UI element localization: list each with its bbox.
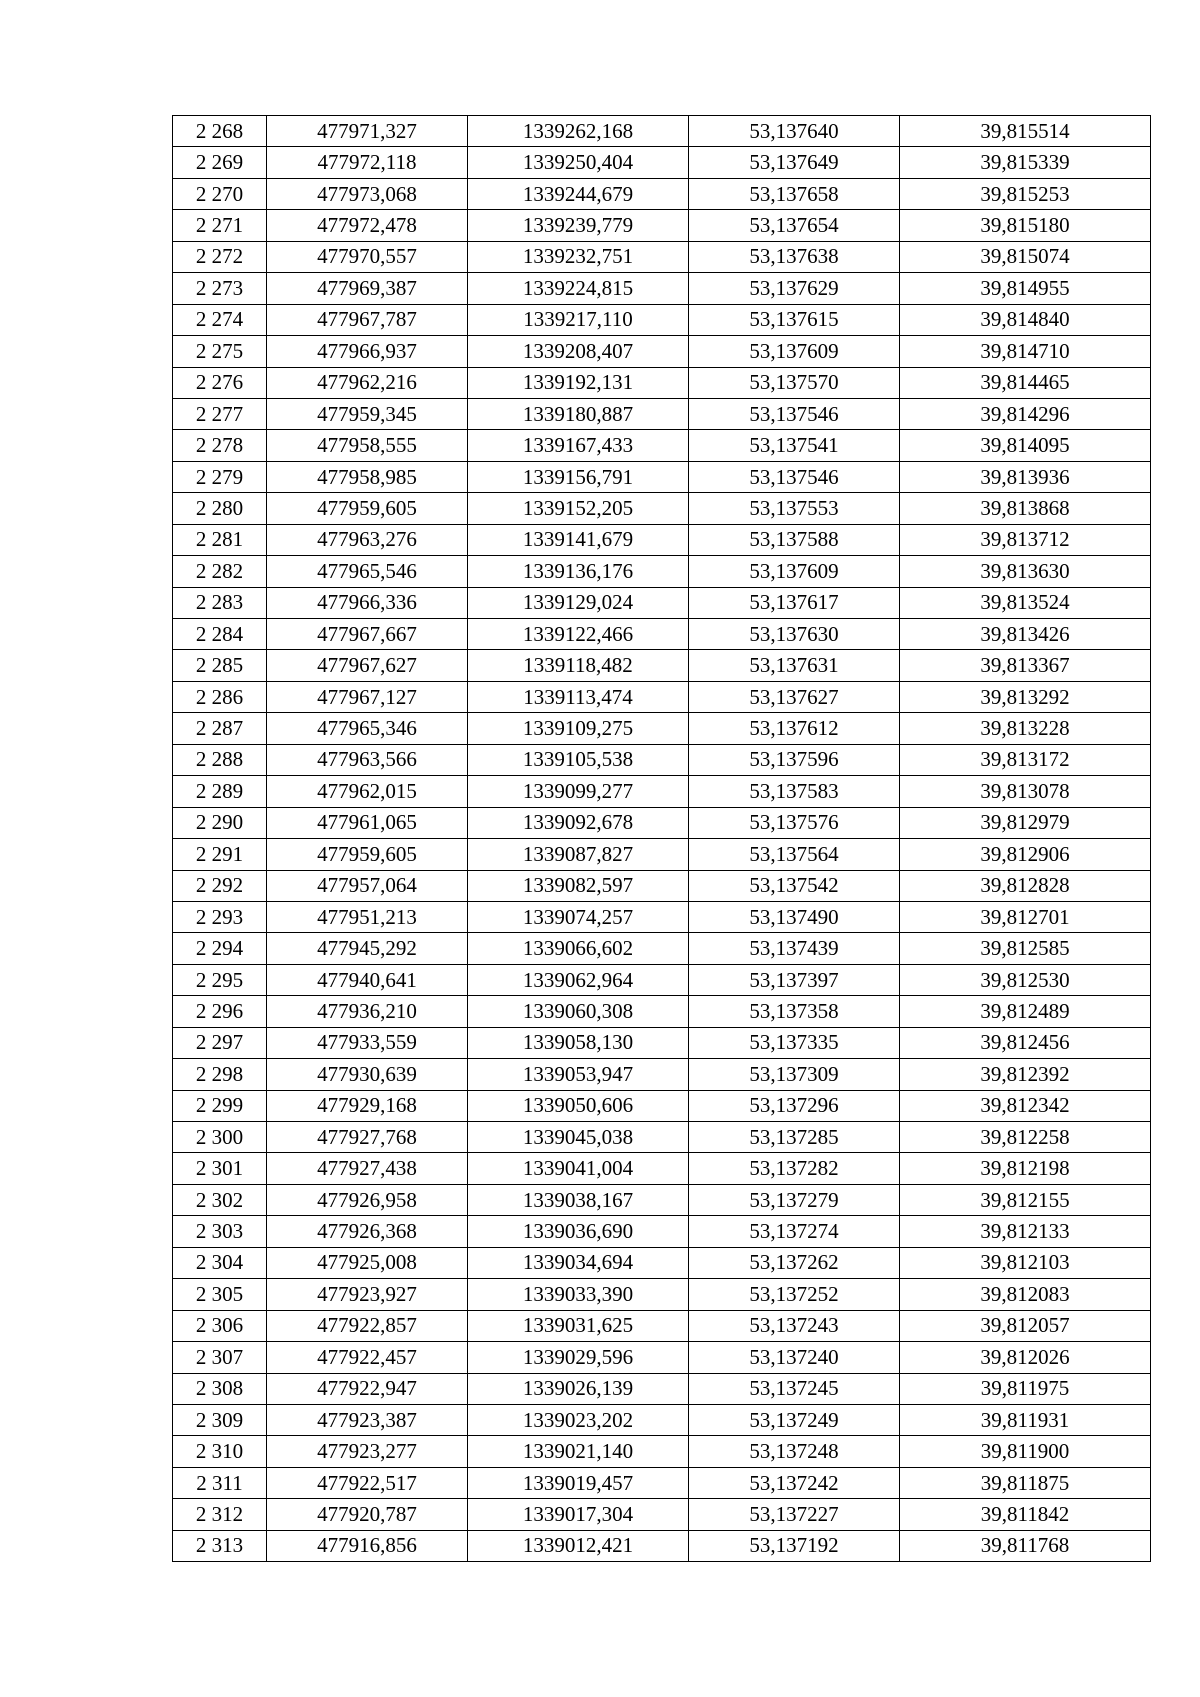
y-coordinate-cell: 1339019,457 xyxy=(468,1467,689,1498)
y-coordinate-cell: 1339180,887 xyxy=(468,398,689,429)
longitude-cell: 39,811975 xyxy=(900,1373,1151,1404)
latitude-cell: 53,137546 xyxy=(689,398,900,429)
latitude-cell: 53,137397 xyxy=(689,964,900,995)
x-coordinate-cell: 477963,566 xyxy=(267,744,468,775)
latitude-cell: 53,137553 xyxy=(689,493,900,524)
x-coordinate-cell: 477958,555 xyxy=(267,430,468,461)
y-coordinate-cell: 1339092,678 xyxy=(468,807,689,838)
x-coordinate-cell: 477967,667 xyxy=(267,619,468,650)
point-number-cell: 2 307 xyxy=(173,1342,267,1373)
table-row xyxy=(173,1530,1151,1561)
x-coordinate-cell: 477966,937 xyxy=(267,336,468,367)
x-coordinate-cell: 477916,856 xyxy=(267,1530,468,1561)
y-coordinate-cell: 1339033,390 xyxy=(468,1279,689,1310)
table-row xyxy=(173,336,1151,367)
y-coordinate-cell: 1339045,038 xyxy=(468,1122,689,1153)
y-coordinate-cell: 1339036,690 xyxy=(468,1216,689,1247)
y-coordinate-cell: 1339208,407 xyxy=(468,336,689,367)
longitude-cell: 39,811768 xyxy=(900,1530,1151,1561)
longitude-cell: 39,815074 xyxy=(900,241,1151,272)
x-coordinate-cell: 477951,213 xyxy=(267,901,468,932)
point-number-cell: 2 278 xyxy=(173,430,267,461)
longitude-cell: 39,812057 xyxy=(900,1310,1151,1341)
point-number-cell: 2 302 xyxy=(173,1184,267,1215)
y-coordinate-cell: 1339224,815 xyxy=(468,273,689,304)
latitude-cell: 53,137285 xyxy=(689,1122,900,1153)
x-coordinate-cell: 477926,368 xyxy=(267,1216,468,1247)
x-coordinate-cell: 477967,127 xyxy=(267,681,468,712)
point-number-cell: 2 289 xyxy=(173,776,267,807)
x-coordinate-cell: 477961,065 xyxy=(267,807,468,838)
longitude-cell: 39,813078 xyxy=(900,776,1151,807)
point-number-cell: 2 305 xyxy=(173,1279,267,1310)
table-row xyxy=(173,430,1151,461)
latitude-cell: 53,137629 xyxy=(689,273,900,304)
x-coordinate-cell: 477959,605 xyxy=(267,493,468,524)
x-coordinate-cell: 477925,008 xyxy=(267,1247,468,1278)
y-coordinate-cell: 1339156,791 xyxy=(468,461,689,492)
x-coordinate-cell: 477929,168 xyxy=(267,1090,468,1121)
point-number-cell: 2 285 xyxy=(173,650,267,681)
table-row xyxy=(173,1090,1151,1121)
longitude-cell: 39,813936 xyxy=(900,461,1151,492)
coordinates-table xyxy=(172,115,1151,1562)
point-number-cell: 2 292 xyxy=(173,870,267,901)
y-coordinate-cell: 1339021,140 xyxy=(468,1436,689,1467)
x-coordinate-cell: 477966,336 xyxy=(267,587,468,618)
longitude-cell: 39,814710 xyxy=(900,336,1151,367)
y-coordinate-cell: 1339082,597 xyxy=(468,870,689,901)
y-coordinate-cell: 1339118,482 xyxy=(468,650,689,681)
table-row xyxy=(173,1216,1151,1247)
point-number-cell: 2 294 xyxy=(173,933,267,964)
longitude-cell: 39,813426 xyxy=(900,619,1151,650)
table-row xyxy=(173,210,1151,241)
latitude-cell: 53,137609 xyxy=(689,336,900,367)
y-coordinate-cell: 1339217,110 xyxy=(468,304,689,335)
x-coordinate-cell: 477972,118 xyxy=(267,147,468,178)
table-row xyxy=(173,1404,1151,1435)
latitude-cell: 53,137627 xyxy=(689,681,900,712)
table-row xyxy=(173,1027,1151,1058)
latitude-cell: 53,137245 xyxy=(689,1373,900,1404)
latitude-cell: 53,137335 xyxy=(689,1027,900,1058)
latitude-cell: 53,137243 xyxy=(689,1310,900,1341)
point-number-cell: 2 293 xyxy=(173,901,267,932)
x-coordinate-cell: 477965,546 xyxy=(267,556,468,587)
latitude-cell: 53,137490 xyxy=(689,901,900,932)
point-number-cell: 2 280 xyxy=(173,493,267,524)
y-coordinate-cell: 1339066,602 xyxy=(468,933,689,964)
y-coordinate-cell: 1339262,168 xyxy=(468,116,689,147)
table-row xyxy=(173,273,1151,304)
table-row xyxy=(173,524,1151,555)
y-coordinate-cell: 1339060,308 xyxy=(468,996,689,1027)
latitude-cell: 53,137282 xyxy=(689,1153,900,1184)
x-coordinate-cell: 477940,641 xyxy=(267,964,468,995)
longitude-cell: 39,812585 xyxy=(900,933,1151,964)
y-coordinate-cell: 1339239,779 xyxy=(468,210,689,241)
x-coordinate-cell: 477959,345 xyxy=(267,398,468,429)
table-row xyxy=(173,713,1151,744)
table-row xyxy=(173,493,1151,524)
y-coordinate-cell: 1339023,202 xyxy=(468,1404,689,1435)
longitude-cell: 39,814095 xyxy=(900,430,1151,461)
table-row xyxy=(173,807,1151,838)
y-coordinate-cell: 1339105,538 xyxy=(468,744,689,775)
latitude-cell: 53,137192 xyxy=(689,1530,900,1561)
x-coordinate-cell: 477923,927 xyxy=(267,1279,468,1310)
point-number-cell: 2 290 xyxy=(173,807,267,838)
latitude-cell: 53,137541 xyxy=(689,430,900,461)
x-coordinate-cell: 477936,210 xyxy=(267,996,468,1027)
longitude-cell: 39,811842 xyxy=(900,1499,1151,1530)
x-coordinate-cell: 477970,557 xyxy=(267,241,468,272)
longitude-cell: 39,813228 xyxy=(900,713,1151,744)
table-row xyxy=(173,1373,1151,1404)
table-row xyxy=(173,178,1151,209)
longitude-cell: 39,813367 xyxy=(900,650,1151,681)
point-number-cell: 2 286 xyxy=(173,681,267,712)
longitude-cell: 39,815514 xyxy=(900,116,1151,147)
table-row xyxy=(173,398,1151,429)
point-number-cell: 2 279 xyxy=(173,461,267,492)
x-coordinate-cell: 477967,627 xyxy=(267,650,468,681)
table-row xyxy=(173,619,1151,650)
latitude-cell: 53,137439 xyxy=(689,933,900,964)
longitude-cell: 39,814465 xyxy=(900,367,1151,398)
point-number-cell: 2 295 xyxy=(173,964,267,995)
table-row xyxy=(173,1184,1151,1215)
latitude-cell: 53,137262 xyxy=(689,1247,900,1278)
x-coordinate-cell: 477965,346 xyxy=(267,713,468,744)
longitude-cell: 39,812456 xyxy=(900,1027,1151,1058)
point-number-cell: 2 275 xyxy=(173,336,267,367)
table-row xyxy=(173,241,1151,272)
latitude-cell: 53,137309 xyxy=(689,1059,900,1090)
longitude-cell: 39,812530 xyxy=(900,964,1151,995)
point-number-cell: 2 282 xyxy=(173,556,267,587)
y-coordinate-cell: 1339058,130 xyxy=(468,1027,689,1058)
latitude-cell: 53,137612 xyxy=(689,713,900,744)
table-row xyxy=(173,1247,1151,1278)
y-coordinate-cell: 1339129,024 xyxy=(468,587,689,618)
x-coordinate-cell: 477920,787 xyxy=(267,1499,468,1530)
longitude-cell: 39,815339 xyxy=(900,147,1151,178)
point-number-cell: 2 270 xyxy=(173,178,267,209)
x-coordinate-cell: 477967,787 xyxy=(267,304,468,335)
table-row xyxy=(173,1153,1151,1184)
latitude-cell: 53,137227 xyxy=(689,1499,900,1530)
point-number-cell: 2 308 xyxy=(173,1373,267,1404)
x-coordinate-cell: 477972,478 xyxy=(267,210,468,241)
table-row xyxy=(173,1059,1151,1090)
longitude-cell: 39,812083 xyxy=(900,1279,1151,1310)
longitude-cell: 39,814840 xyxy=(900,304,1151,335)
point-number-cell: 2 313 xyxy=(173,1530,267,1561)
point-number-cell: 2 288 xyxy=(173,744,267,775)
table-row xyxy=(173,776,1151,807)
point-number-cell: 2 311 xyxy=(173,1467,267,1498)
longitude-cell: 39,813630 xyxy=(900,556,1151,587)
x-coordinate-cell: 477958,985 xyxy=(267,461,468,492)
table-row xyxy=(173,650,1151,681)
y-coordinate-cell: 1339192,131 xyxy=(468,367,689,398)
point-number-cell: 2 296 xyxy=(173,996,267,1027)
y-coordinate-cell: 1339152,205 xyxy=(468,493,689,524)
table-row xyxy=(173,681,1151,712)
point-number-cell: 2 300 xyxy=(173,1122,267,1153)
latitude-cell: 53,137658 xyxy=(689,178,900,209)
latitude-cell: 53,137649 xyxy=(689,147,900,178)
longitude-cell: 39,812906 xyxy=(900,839,1151,870)
latitude-cell: 53,137279 xyxy=(689,1184,900,1215)
longitude-cell: 39,812392 xyxy=(900,1059,1151,1090)
latitude-cell: 53,137596 xyxy=(689,744,900,775)
longitude-cell: 39,812979 xyxy=(900,807,1151,838)
latitude-cell: 53,137617 xyxy=(689,587,900,618)
longitude-cell: 39,811875 xyxy=(900,1467,1151,1498)
point-number-cell: 2 268 xyxy=(173,116,267,147)
point-number-cell: 2 276 xyxy=(173,367,267,398)
x-coordinate-cell: 477962,216 xyxy=(267,367,468,398)
y-coordinate-cell: 1339031,625 xyxy=(468,1310,689,1341)
point-number-cell: 2 299 xyxy=(173,1090,267,1121)
x-coordinate-cell: 477959,605 xyxy=(267,839,468,870)
point-number-cell: 2 310 xyxy=(173,1436,267,1467)
longitude-cell: 39,814955 xyxy=(900,273,1151,304)
latitude-cell: 53,137542 xyxy=(689,870,900,901)
latitude-cell: 53,137630 xyxy=(689,619,900,650)
x-coordinate-cell: 477922,947 xyxy=(267,1373,468,1404)
x-coordinate-cell: 477962,015 xyxy=(267,776,468,807)
point-number-cell: 2 309 xyxy=(173,1404,267,1435)
x-coordinate-cell: 477926,958 xyxy=(267,1184,468,1215)
y-coordinate-cell: 1339122,466 xyxy=(468,619,689,650)
y-coordinate-cell: 1339017,304 xyxy=(468,1499,689,1530)
longitude-cell: 39,815180 xyxy=(900,210,1151,241)
y-coordinate-cell: 1339034,694 xyxy=(468,1247,689,1278)
table-row xyxy=(173,933,1151,964)
table-row xyxy=(173,870,1151,901)
x-coordinate-cell: 477969,387 xyxy=(267,273,468,304)
y-coordinate-cell: 1339012,421 xyxy=(468,1530,689,1561)
x-coordinate-cell: 477933,559 xyxy=(267,1027,468,1058)
table-row xyxy=(173,901,1151,932)
longitude-cell: 39,813524 xyxy=(900,587,1151,618)
table-row xyxy=(173,996,1151,1027)
y-coordinate-cell: 1339050,606 xyxy=(468,1090,689,1121)
longitude-cell: 39,812828 xyxy=(900,870,1151,901)
point-number-cell: 2 312 xyxy=(173,1499,267,1530)
y-coordinate-cell: 1339053,947 xyxy=(468,1059,689,1090)
latitude-cell: 53,137564 xyxy=(689,839,900,870)
longitude-cell: 39,812198 xyxy=(900,1153,1151,1184)
table-row xyxy=(173,1279,1151,1310)
point-number-cell: 2 291 xyxy=(173,839,267,870)
latitude-cell: 53,137274 xyxy=(689,1216,900,1247)
point-number-cell: 2 281 xyxy=(173,524,267,555)
x-coordinate-cell: 477927,768 xyxy=(267,1122,468,1153)
point-number-cell: 2 303 xyxy=(173,1216,267,1247)
longitude-cell: 39,811900 xyxy=(900,1436,1151,1467)
point-number-cell: 2 283 xyxy=(173,587,267,618)
table-row xyxy=(173,116,1151,147)
y-coordinate-cell: 1339029,596 xyxy=(468,1342,689,1373)
y-coordinate-cell: 1339167,433 xyxy=(468,430,689,461)
y-coordinate-cell: 1339113,474 xyxy=(468,681,689,712)
y-coordinate-cell: 1339087,827 xyxy=(468,839,689,870)
longitude-cell: 39,812701 xyxy=(900,901,1151,932)
latitude-cell: 53,137252 xyxy=(689,1279,900,1310)
longitude-cell: 39,812258 xyxy=(900,1122,1151,1153)
longitude-cell: 39,814296 xyxy=(900,398,1151,429)
table-row xyxy=(173,304,1151,335)
x-coordinate-cell: 477971,327 xyxy=(267,116,468,147)
latitude-cell: 53,137242 xyxy=(689,1467,900,1498)
point-number-cell: 2 298 xyxy=(173,1059,267,1090)
table-row xyxy=(173,1467,1151,1498)
x-coordinate-cell: 477973,068 xyxy=(267,178,468,209)
point-number-cell: 2 306 xyxy=(173,1310,267,1341)
point-number-cell: 2 274 xyxy=(173,304,267,335)
latitude-cell: 53,137240 xyxy=(689,1342,900,1373)
y-coordinate-cell: 1339109,275 xyxy=(468,713,689,744)
y-coordinate-cell: 1339244,679 xyxy=(468,178,689,209)
x-coordinate-cell: 477922,457 xyxy=(267,1342,468,1373)
longitude-cell: 39,813172 xyxy=(900,744,1151,775)
latitude-cell: 53,137576 xyxy=(689,807,900,838)
longitude-cell: 39,813712 xyxy=(900,524,1151,555)
y-coordinate-cell: 1339250,404 xyxy=(468,147,689,178)
point-number-cell: 2 277 xyxy=(173,398,267,429)
table-row xyxy=(173,1342,1151,1373)
latitude-cell: 53,137654 xyxy=(689,210,900,241)
x-coordinate-cell: 477963,276 xyxy=(267,524,468,555)
y-coordinate-cell: 1339026,139 xyxy=(468,1373,689,1404)
longitude-cell: 39,811931 xyxy=(900,1404,1151,1435)
y-coordinate-cell: 1339232,751 xyxy=(468,241,689,272)
longitude-cell: 39,813868 xyxy=(900,493,1151,524)
latitude-cell: 53,137631 xyxy=(689,650,900,681)
coordinates-table-body xyxy=(173,116,1151,1562)
point-number-cell: 2 273 xyxy=(173,273,267,304)
table-row xyxy=(173,556,1151,587)
x-coordinate-cell: 477922,517 xyxy=(267,1467,468,1498)
point-number-cell: 2 301 xyxy=(173,1153,267,1184)
point-number-cell: 2 271 xyxy=(173,210,267,241)
x-coordinate-cell: 477957,064 xyxy=(267,870,468,901)
point-number-cell: 2 269 xyxy=(173,147,267,178)
point-number-cell: 2 304 xyxy=(173,1247,267,1278)
latitude-cell: 53,137609 xyxy=(689,556,900,587)
latitude-cell: 53,137583 xyxy=(689,776,900,807)
x-coordinate-cell: 477930,639 xyxy=(267,1059,468,1090)
table-row xyxy=(173,147,1151,178)
table-row xyxy=(173,587,1151,618)
table-row xyxy=(173,367,1151,398)
latitude-cell: 53,137615 xyxy=(689,304,900,335)
longitude-cell: 39,812489 xyxy=(900,996,1151,1027)
latitude-cell: 53,137296 xyxy=(689,1090,900,1121)
y-coordinate-cell: 1339136,176 xyxy=(468,556,689,587)
latitude-cell: 53,137248 xyxy=(689,1436,900,1467)
longitude-cell: 39,812155 xyxy=(900,1184,1151,1215)
x-coordinate-cell: 477923,387 xyxy=(267,1404,468,1435)
table-row xyxy=(173,1310,1151,1341)
point-number-cell: 2 272 xyxy=(173,241,267,272)
table-row xyxy=(173,1122,1151,1153)
latitude-cell: 53,137640 xyxy=(689,116,900,147)
x-coordinate-cell: 477923,277 xyxy=(267,1436,468,1467)
longitude-cell: 39,812342 xyxy=(900,1090,1151,1121)
point-number-cell: 2 297 xyxy=(173,1027,267,1058)
y-coordinate-cell: 1339041,004 xyxy=(468,1153,689,1184)
latitude-cell: 53,137588 xyxy=(689,524,900,555)
table-row xyxy=(173,744,1151,775)
longitude-cell: 39,812103 xyxy=(900,1247,1151,1278)
latitude-cell: 53,137358 xyxy=(689,996,900,1027)
latitude-cell: 53,137546 xyxy=(689,461,900,492)
y-coordinate-cell: 1339141,679 xyxy=(468,524,689,555)
table-row xyxy=(173,461,1151,492)
point-number-cell: 2 284 xyxy=(173,619,267,650)
y-coordinate-cell: 1339062,964 xyxy=(468,964,689,995)
table-row xyxy=(173,964,1151,995)
point-number-cell: 2 287 xyxy=(173,713,267,744)
table-row xyxy=(173,1436,1151,1467)
longitude-cell: 39,812133 xyxy=(900,1216,1151,1247)
table-row xyxy=(173,1499,1151,1530)
latitude-cell: 53,137638 xyxy=(689,241,900,272)
x-coordinate-cell: 477922,857 xyxy=(267,1310,468,1341)
longitude-cell: 39,813292 xyxy=(900,681,1151,712)
y-coordinate-cell: 1339074,257 xyxy=(468,901,689,932)
latitude-cell: 53,137570 xyxy=(689,367,900,398)
y-coordinate-cell: 1339099,277 xyxy=(468,776,689,807)
longitude-cell: 39,815253 xyxy=(900,178,1151,209)
x-coordinate-cell: 477927,438 xyxy=(267,1153,468,1184)
latitude-cell: 53,137249 xyxy=(689,1404,900,1435)
x-coordinate-cell: 477945,292 xyxy=(267,933,468,964)
table-row xyxy=(173,839,1151,870)
longitude-cell: 39,812026 xyxy=(900,1342,1151,1373)
y-coordinate-cell: 1339038,167 xyxy=(468,1184,689,1215)
